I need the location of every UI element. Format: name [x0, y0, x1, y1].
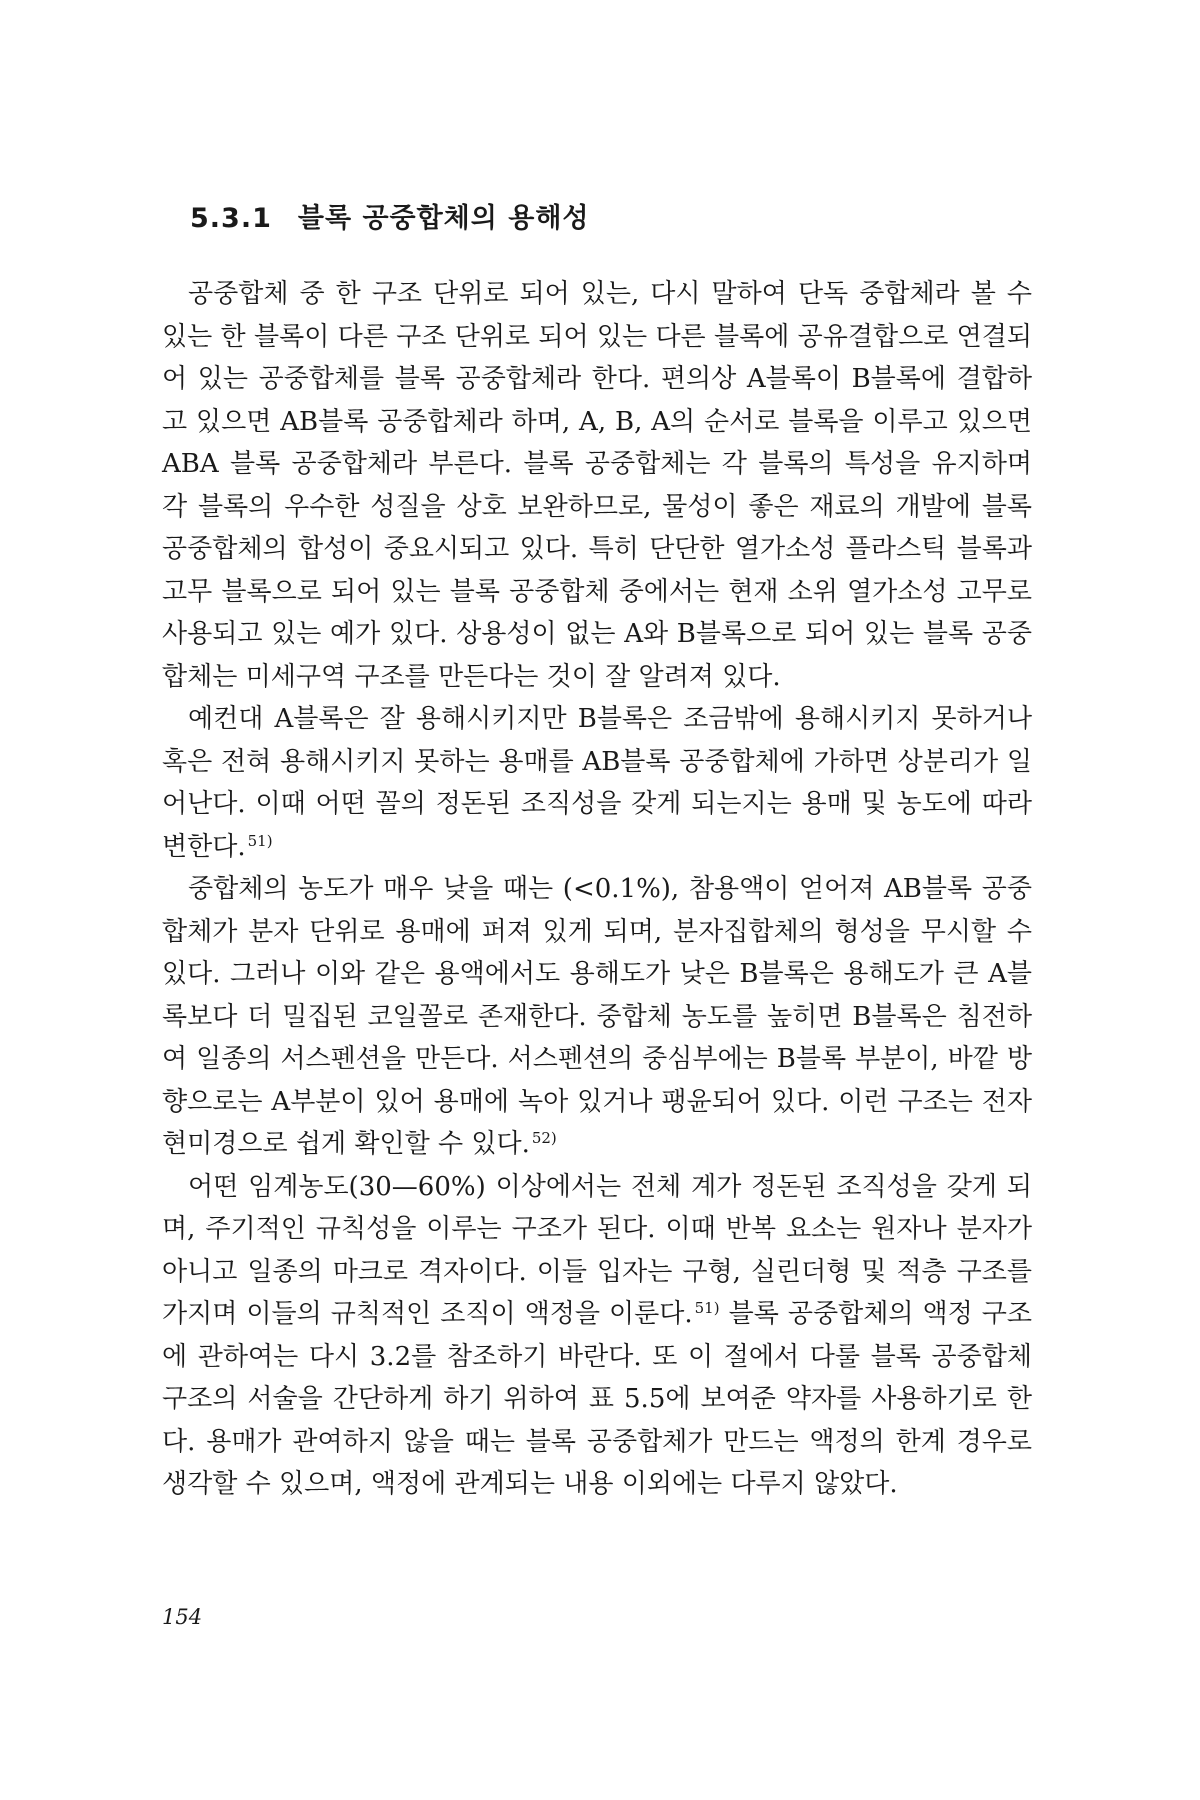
section-number: 5.3.1 — [190, 203, 272, 234]
paragraph-1-text: 공중합체 중 한 구조 단위로 되어 있는, 다시 말하여 단독 중합체라 볼 수 있는 한 블록이 다른 구조 단위로 되어 있는 다른 블록에 공유결합으로 연결되어 있는 공중합체를 블록 공중합체라 한다. 편의상 A블록이 B블록에 결합하고 있으면 AB블록 공중합체라 하며, A, B, A의 순서로 블록을 이루고 있으면 ABA 블록 공중합체라 부른다. 블록 공중합체는 각 블록의 특성을 유지하며 각 블록의 우수한 성질을 상호 보완하므로, 물성이 좋은 재료의 개발에 블록 공중합체의 합성이 중요시되고 있다. 특히 단단한 열가소성 플라스틱 블록과 고무 블록으로 되어 있는 블록 공중합체 중에서는 현재 소위 열가소성 고무로 사용되고 있는 예가 있다. 상용성이 없는 A와 B블록으로 되어 있는 블록 공중합체는 미세구역 구조를 만든다는 것이 잘 알려져 있다. — [162, 279, 1032, 692]
paragraph-4-continuation: 블록 공중합체의 액정 구조에 관하여는 다시 3.2를 참조하기 바란다. 또 이 절에서 다룰 블록 공중합체 구조의 서술을 간단하게 하기 위하여 표 5.5에 보여준 약자를 사용하기로 한다. 용매가 관여하지 않을 때는 블록 공중합체가 만드는 액정의 한계 경우로 생각할 수 있으며, 액정에 관계되는 내용 이외에는 다루지 않았다. — [162, 1299, 1032, 1499]
paragraph-4 — [162, 1166, 1032, 1506]
paragraph-3 — [162, 868, 1032, 1166]
paragraph-2-text: 예컨대 A블록은 잘 용해시키지만 B블록은 조금밖에 용해시키지 못하거나 혹은 전혀 용해시키지 못하는 용매를 AB블록 공중합체에 가하면 상분리가 일어난다. 이때 어떤 꼴의 정돈된 조직성을 갖게 되는지는 용매 및 농도에 따라 변한다. — [162, 704, 1032, 862]
paragraph-1 — [162, 273, 1032, 698]
reference-marker: 51) — [247, 831, 273, 850]
section-title: 블록 공중합체의 용해성 — [297, 203, 590, 234]
section-heading — [190, 196, 590, 235]
body-text — [162, 273, 1032, 1506]
paragraph-3-text: 중합체의 농도가 매우 낮을 때는 (<0.1%), 참용액이 얻어져 AB블록 공중합체가 분자 단위로 용매에 퍼져 있게 되며, 분자집합체의 형성을 무시할 수 있다. 그러나 이와 같은 용액에서도 용해도가 낮은 B블록은 용해도가 큰 A블록보다 더 밀집된 코일꼴로 존재한다. 중합체 농도를 높히면 B블록은 침전하여 일종의 서스펜션을 만든다. 서스펜션의 중심부에는 B블록 부분이, 바깥 방향으로는 A부분이 있어 용매에 녹아 있거나 팽윤되어 있다. 이런 구조는 전자현미경으로 쉽게 확인할 수 있다. — [162, 874, 1032, 1159]
paragraph-4-text: 어떤 임계농도(30—60%) 이상에서는 전체 계가 정돈된 조직성을 갖게 되며, 주기적인 규칙성을 이루는 구조가 된다. 이때 반복 요소는 원자나 분자가 아니고 일종의 마크로 격자이다. 이들 입자는 구형, 실린더형 및 적층 구조를 가지며 이들의 규칙적인 조직이 액정을 이룬다. — [162, 1171, 1032, 1329]
page-number: 154 — [162, 1605, 203, 1629]
paragraph-2 — [162, 698, 1032, 868]
reference-marker: 51) — [694, 1299, 720, 1317]
reference-marker: 52) — [531, 1129, 557, 1147]
